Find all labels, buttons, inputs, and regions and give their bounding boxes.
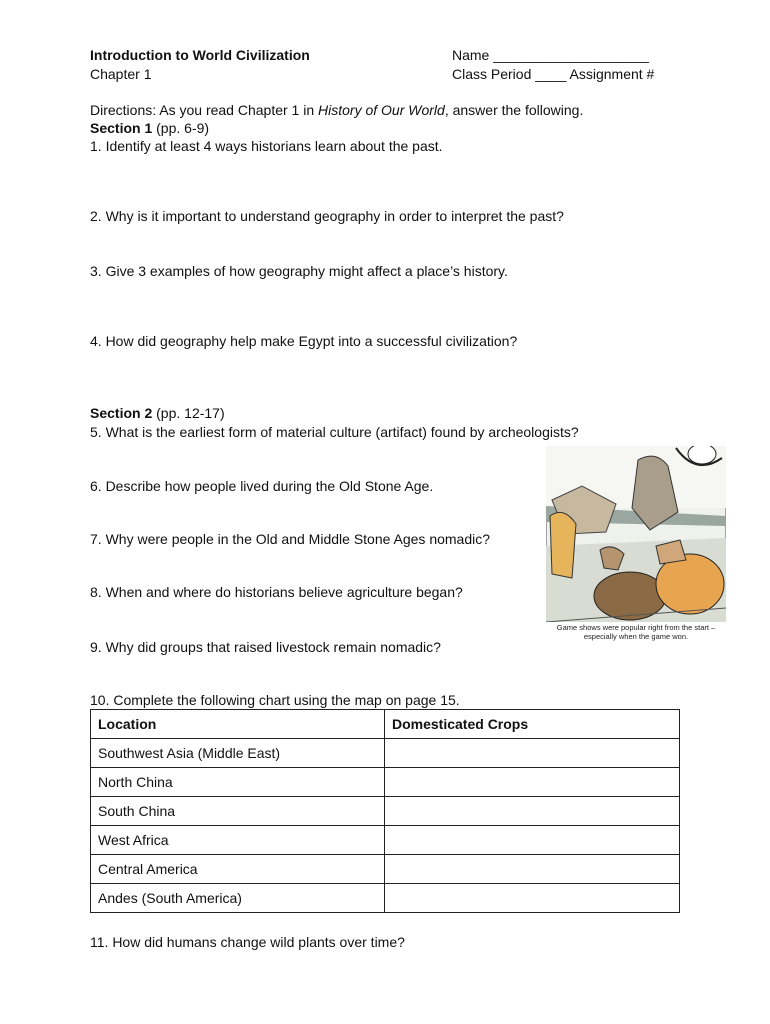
question-8: 8. When and where do historians believe agriculture began? <box>90 584 463 600</box>
location-cell: South China <box>91 797 385 826</box>
directions-suffix: , answer the following. <box>444 102 584 118</box>
question-4: 4. How did geography help make Egypt into a successful civilization? <box>90 333 518 349</box>
question-6: 6. Describe how people lived during the Old Stone Age. <box>90 478 434 494</box>
question-5: 5. What is the earliest form of material culture (artifact) found by archeologists? <box>90 424 579 440</box>
crops-answer-cell <box>385 739 680 768</box>
section-2-label: Section 2 <box>90 405 153 421</box>
caption-line-2: especially when the game won. <box>583 632 689 641</box>
table-row <box>91 797 680 826</box>
crops-answer-cell <box>385 797 680 826</box>
crops-answer-cell <box>385 855 680 884</box>
caveman-cartoon-illustration <box>546 446 726 622</box>
crops-answer-cell <box>385 884 680 913</box>
table-header-row <box>91 710 680 739</box>
class-period-field: Class Period ____ Assignment # <box>452 66 655 82</box>
chapter-label: Chapter 1 <box>90 66 152 82</box>
table-row <box>91 884 680 913</box>
name-field: Name ____________________ <box>452 47 649 63</box>
question-3: 3. Give 3 examples of how geography might affect a place’s history. <box>90 263 508 279</box>
location-cell: North China <box>91 768 385 797</box>
table-row <box>91 855 680 884</box>
crops-answer-cell <box>385 826 680 855</box>
question-1: 1. Identify at least 4 ways historians learn about the past. <box>90 138 443 154</box>
domesticated-crops-table <box>90 709 680 913</box>
section-2-pages: (pp. 12-17) <box>152 405 225 421</box>
question-10: 10. Complete the following chart using the map on page 15. <box>90 692 460 708</box>
column-header-location: Location <box>91 710 385 739</box>
question-7: 7. Why were people in the Old and Middle Stone Ages nomadic? <box>90 531 491 547</box>
location-cell: West Africa <box>91 826 385 855</box>
section-2-heading <box>90 405 225 422</box>
location-cell: Southwest Asia (Middle East) <box>91 739 385 768</box>
location-cell: Central America <box>91 855 385 884</box>
directions-prefix: Directions: As you read Chapter 1 in <box>90 102 319 118</box>
section-1-heading <box>90 120 209 137</box>
section-1-label: Section 1 <box>90 120 153 136</box>
course-title: Introduction to World Civilization <box>90 47 310 63</box>
directions <box>90 102 583 119</box>
caption-line-1: Game shows were popular right from the start – <box>556 623 716 632</box>
question-9: 9. Why did groups that raised livestock remain nomadic? <box>90 639 441 655</box>
question-11: 11. How did humans change wild plants over time? <box>90 934 405 950</box>
table-row <box>91 739 680 768</box>
column-header-crops: Domesticated Crops <box>385 710 680 739</box>
book-title: History of Our World <box>318 102 445 118</box>
question-2: 2. Why is it important to understand geography in order to interpret the past? <box>90 208 564 224</box>
crops-answer-cell <box>385 768 680 797</box>
section-1-pages: (pp. 6-9) <box>152 120 210 136</box>
location-cell: Andes (South America) <box>91 884 385 913</box>
table-row <box>91 826 680 855</box>
table-row <box>91 768 680 797</box>
cartoon-caption <box>546 623 726 641</box>
